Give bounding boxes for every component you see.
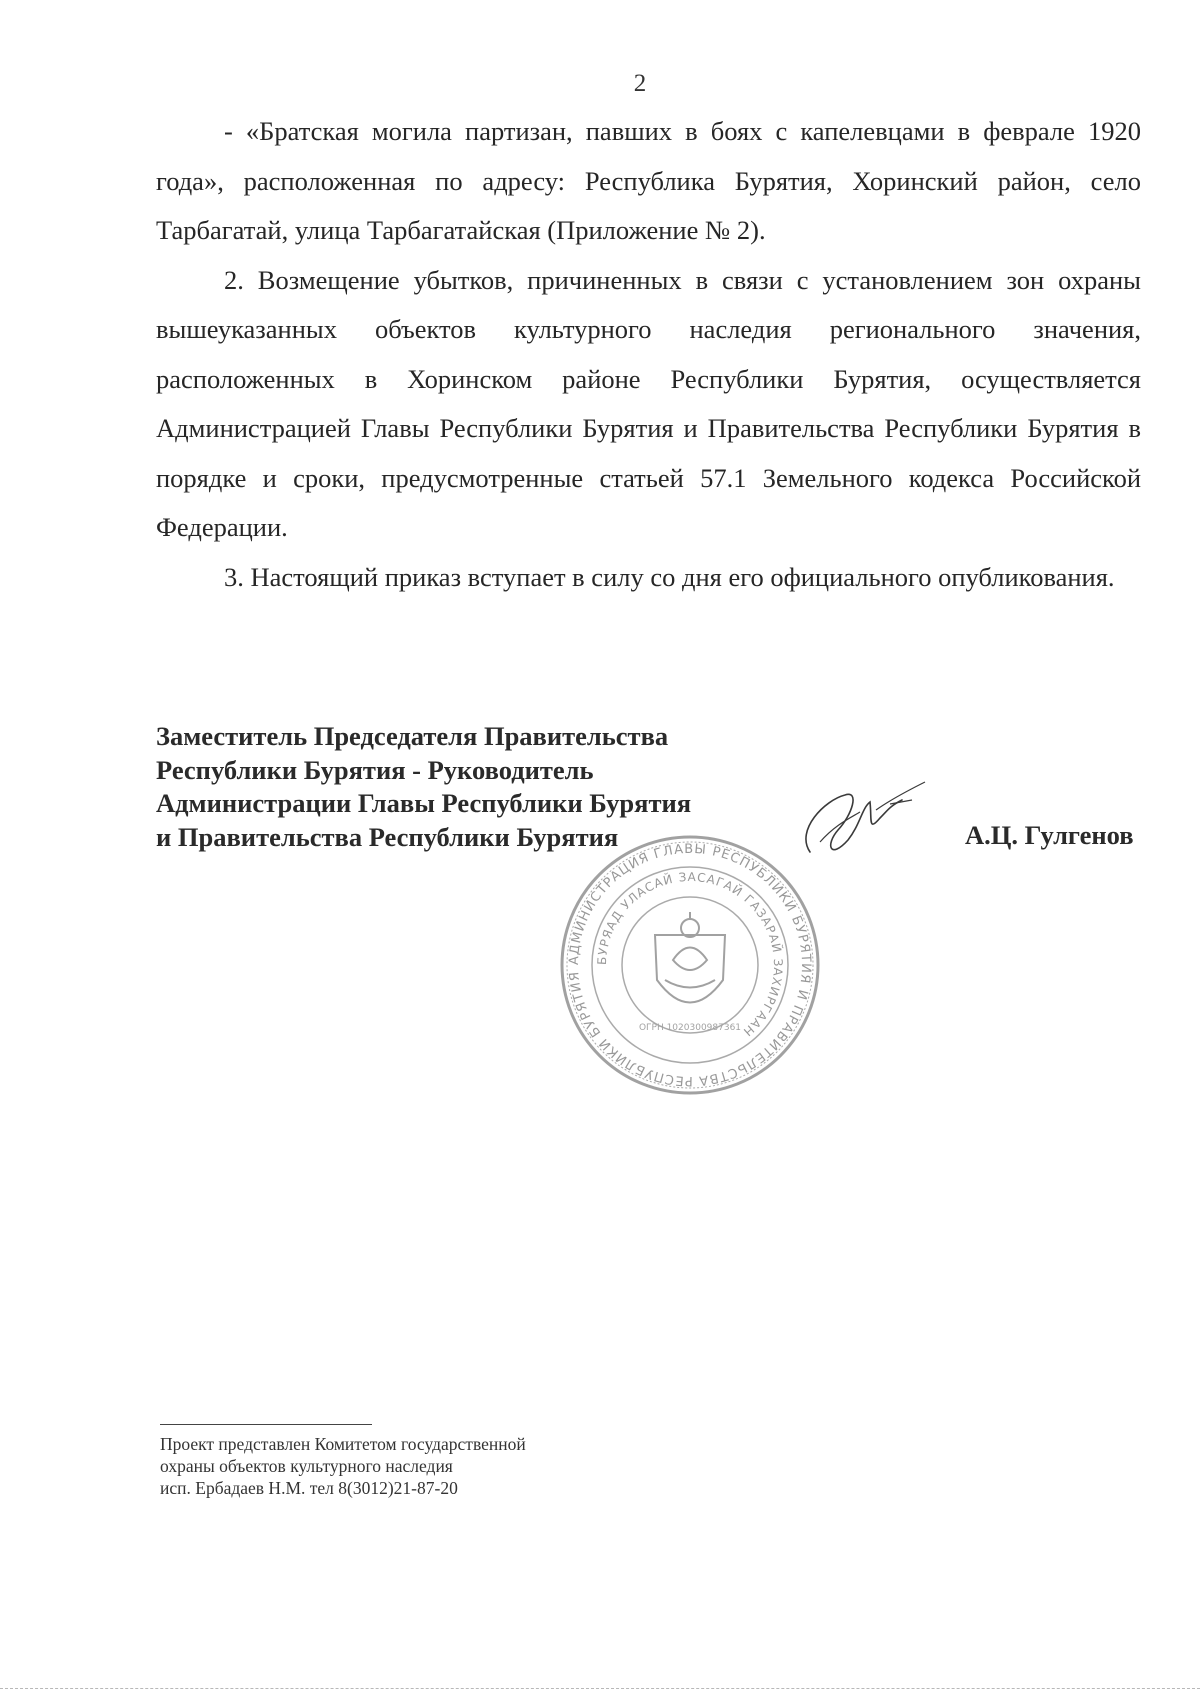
signatory-title-line: Заместитель Председателя Правительства bbox=[156, 721, 669, 751]
stamp-outer-text: АДМИНИСТРАЦИЯ ГЛАВЫ РЕСПУБЛИКИ БУРЯТИЯ И ПРАВИТЕЛЬСТВА РЕСПУБЛИКИ БУРЯТИЯ bbox=[566, 841, 814, 1089]
signatory-title-line: и Правительства Республики Бурятия bbox=[156, 821, 619, 852]
paragraph-compensation: 2. Возмещение убытков, причиненных в связи с установлением зон охраны вышеуказанных объектов культурного наследия регионального значения, расположенных в Хоринском районе Республики Бурятия, осуществляется Администрацией Главы Республики Бурятия и Правительства Республики Бурятия в порядке и сроки, предусмотренные статьей 57.1 Земельного кодекса Российской Федерации. bbox=[156, 264, 1141, 542]
stamp-inner-text: БУРЯАД УЛАСАЙ ЗАСАГАЙ ГАЗАРАЙ ЗАХИРГААН bbox=[594, 869, 786, 1040]
scan-bottom-edge bbox=[0, 1688, 1200, 1689]
footnote-line: охраны объектов культурного наследия bbox=[160, 1456, 453, 1476]
footnote-line: Проект представлен Комитетом государственной bbox=[160, 1434, 526, 1454]
stamp-ogrn: ОГРН 1020300987361 bbox=[638, 1023, 742, 1033]
coat-of-arms-emblem bbox=[655, 912, 725, 1003]
signatory-title-line: Республики Бурятия - Руководитель bbox=[156, 754, 594, 785]
handwritten-signature bbox=[790, 770, 930, 870]
paragraph-effective-date: 3. Настоящий приказ вступает в силу со дня его официального опубликования. bbox=[224, 561, 1115, 592]
document-body bbox=[156, 107, 1141, 602]
footnote bbox=[160, 1433, 526, 1499]
signer-name: А.Ц. Гулгенов bbox=[965, 820, 1134, 850]
paragraph-memorial-item: - «Братская могила партизан, павших в боях с капелевцами в феврале 1920 года», расположенная по адресу: Республика Бурятия, Хоринский район, село Тарбагатай, улица Тарбагатайская (Приложение № 2). bbox=[156, 116, 1141, 245]
official-seal-stamp bbox=[555, 830, 825, 1100]
signatory-title-line: Администрации Главы Республики Бурятия bbox=[156, 788, 692, 818]
footnote-divider bbox=[160, 1424, 372, 1425]
page-number: 2 bbox=[633, 70, 647, 97]
footnote-line: исп. Ербадаев Н.М. тел 8(3012)21-87-20 bbox=[160, 1478, 458, 1498]
